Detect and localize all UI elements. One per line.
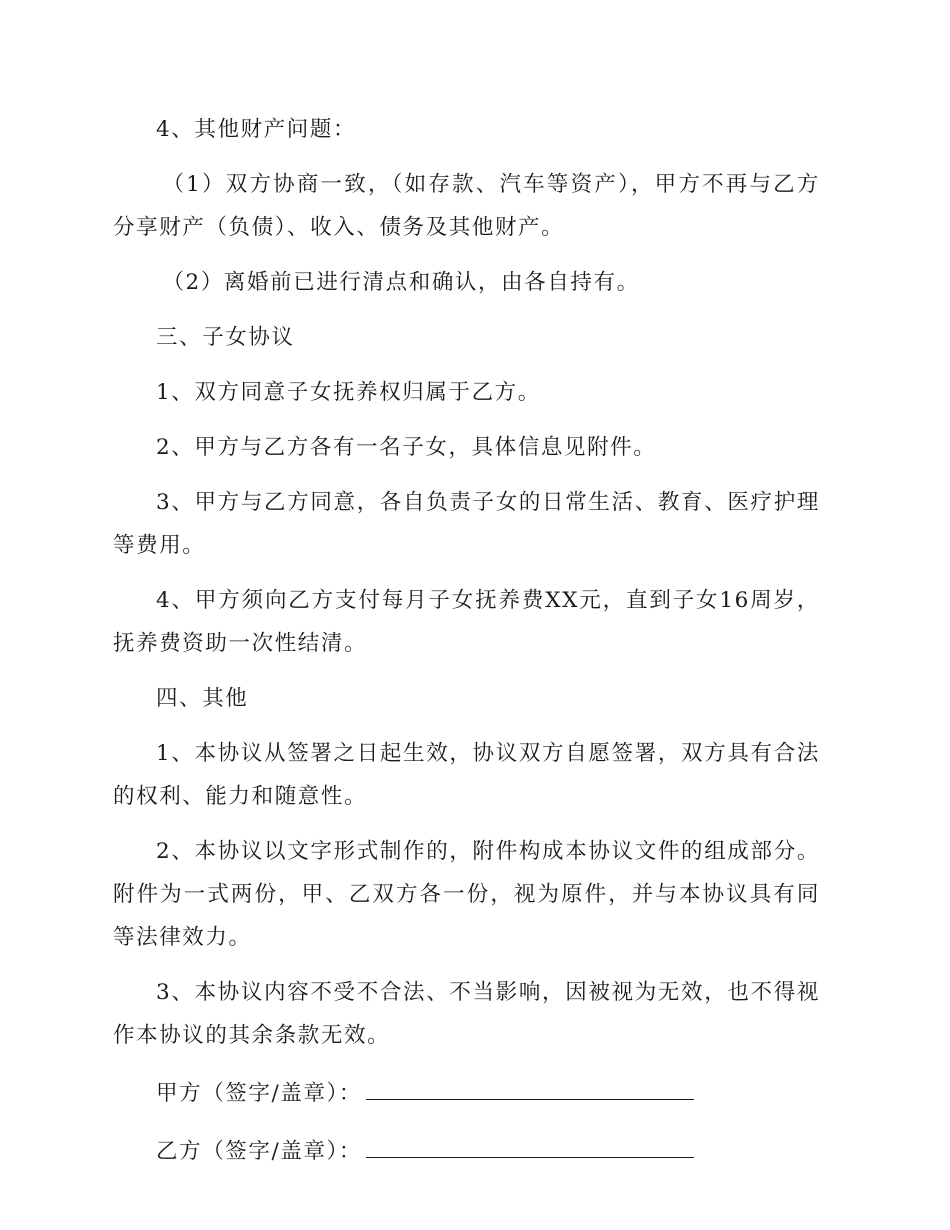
- signature-party-b-label: 乙方（签字/盖章）：: [156, 1139, 362, 1164]
- paragraph-other-property-heading: 4、其他财产问题：: [156, 117, 357, 142]
- signature-party-a-label: 甲方（签字/盖章）：: [156, 1081, 362, 1106]
- paragraph-property-clause-2: （2）离婚前已进行清点和确认，由各自持有。: [162, 270, 640, 295]
- signature-party-b-blank[interactable]: [366, 1127, 694, 1158]
- paragraph-children-clause-4: 4、甲方须向乙方支付每月子女抚养费XX元，直到子女16周岁，抚养费资助一次性结清。: [113, 588, 820, 656]
- document-page: [113, 108, 820, 1185]
- paragraph-other-clause-3: 3、本协议内容不受不合法、不当影响，因被视为无效，也不得视作本协议的其余条款无效。: [113, 980, 820, 1048]
- paragraph-children-clause-1: 1、双方同意子女抚养权归属于乙方。: [156, 380, 541, 405]
- paragraph-property-clause-1: （1）双方协商一致，（如存款、汽车等资产），甲方不再与乙方分享财产（负债）、收入、债务及其他财产。: [113, 172, 820, 240]
- section-heading-other: 四、其他: [156, 686, 249, 711]
- paragraph-other-clause-2: 2、本协议以文字形式制作的，附件构成本协议文件的组成部分。附件为一式两份，甲、乙双方各一份，视为原件，并与本协议具有同等法律效力。: [113, 839, 820, 950]
- paragraph-other-clause-1: 1、本协议从签署之日起生效，协议双方自愿签署，双方具有合法的权利、能力和随意性。: [113, 741, 820, 809]
- signature-party-a: [113, 1069, 820, 1115]
- signature-party-b: [113, 1127, 820, 1173]
- section-heading-children: 三、子女协议: [156, 325, 295, 350]
- paragraph-children-clause-3: 3、甲方与乙方同意，各自负责子女的日常生活、教育、医疗护理等费用。: [113, 490, 820, 558]
- signature-party-a-blank[interactable]: [366, 1069, 694, 1100]
- paragraph-children-clause-2: 2、甲方与乙方各有一名子女，具体信息见附件。: [156, 435, 657, 460]
